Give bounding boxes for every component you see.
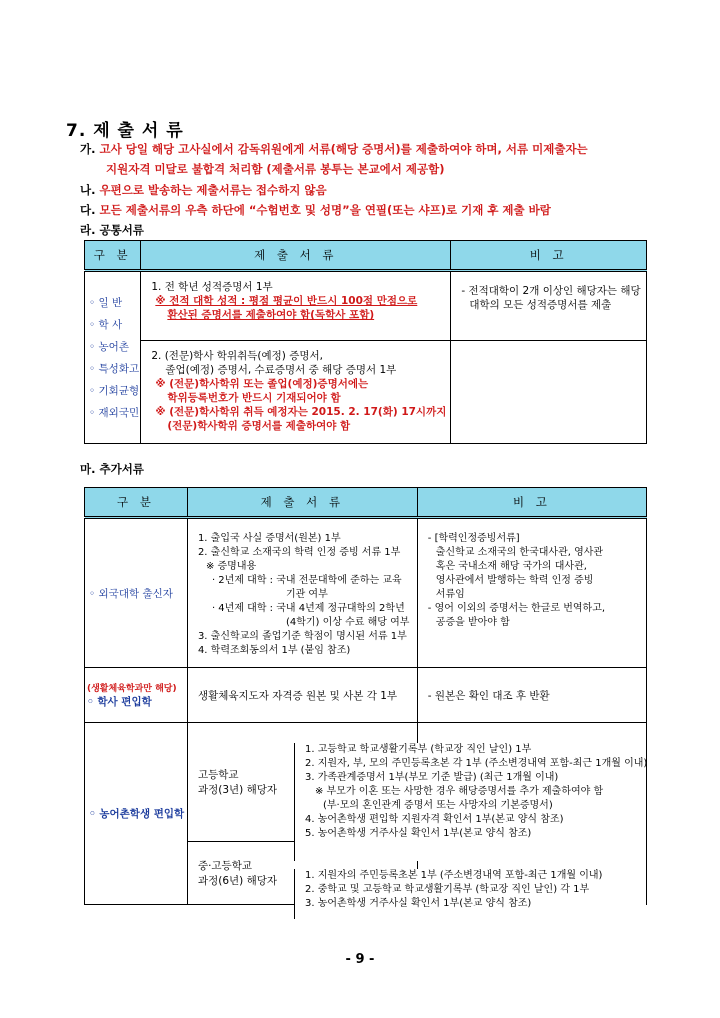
- rural-sub2-docs-cell: [294, 869, 646, 919]
- note-line: 출신학교 소재국의 한국대사관, 영사관: [435, 547, 604, 558]
- sports-doc: 생활체육지도자 자격증 원본 및 사본 각 1부: [187, 668, 417, 723]
- note-line: 공증을 받아야 함: [435, 617, 510, 628]
- header-documents: 제 출 서 류: [141, 241, 451, 271]
- doc-line: ※ 부모가 이혼 또는 사망한 경우 해당증명서를 추가 제출하여야 함: [315, 786, 604, 797]
- doc-line: ※ (전문)학사학위 또는 졸업(예정)증명서에는: [155, 378, 369, 390]
- transcript-cell: [141, 271, 451, 341]
- category-item: ◦ 일 반: [89, 296, 123, 309]
- note-line: 혹은 국내소재 해당 국가의 대사관,: [435, 561, 587, 572]
- sports-category-cell: [85, 668, 188, 723]
- doc-line: ※ 전적 대학 성적 : 평점 평균이 반드시 100점 만점으로: [155, 295, 418, 307]
- page-number: - 9 -: [345, 952, 375, 967]
- note-line: - 영어 이외의 증명서는 한글로 번역하고,: [427, 603, 606, 614]
- common-documents-table: [84, 240, 647, 444]
- note-line: 영사관에서 발행하는 학력 인정 증빙: [435, 575, 594, 586]
- note-line: 대학의 모든 성적증명서를 제출: [469, 299, 612, 311]
- doc-line: · 2년제 대학 : 국내 전문대학에 준하는 교육: [211, 575, 402, 586]
- item-da-marker: 다.: [80, 203, 96, 217]
- sports-category: ◦ 학사 편입학: [87, 696, 152, 708]
- category-list: [85, 271, 141, 444]
- doc-line: ※ (전문)학사학위 취득 예정자는 2015. 2. 17(화) 17시까지: [155, 406, 447, 418]
- item-da: [80, 202, 551, 218]
- table-row: [85, 668, 647, 723]
- table-header-row: [85, 488, 647, 518]
- category-item: ◦ 기회균형: [89, 384, 140, 397]
- sports-category-note: (생활체육학과만 해당): [87, 684, 177, 694]
- sports-note: - 원본은 확인 대조 후 반환: [417, 668, 646, 723]
- table-row: [85, 271, 647, 341]
- item-ga-marker: 가.: [80, 142, 96, 156]
- transcript-note-cell: [451, 271, 647, 341]
- item-ra: 라. 공통서류: [80, 223, 144, 237]
- table-row: [85, 341, 647, 444]
- item-da-text: 모든 제출서류의 우측 하단에 “수험번호 및 성명”을 연필(또는 샤프)로 기재 후 제출 바람: [99, 203, 551, 217]
- doc-line: 학위등록번호가 반드시 기재되어야 함: [167, 392, 341, 404]
- degree-cell: [141, 341, 451, 444]
- foreign-category: ◦ 외국대학 출신자: [85, 518, 188, 668]
- doc-line: 3. 가족관계증명서 1부(부모 기준 발급) (최근 1개월 이내): [305, 772, 559, 783]
- note-line: 서류임: [435, 589, 465, 600]
- rural-sub1-docs-cell: [294, 743, 646, 861]
- doc-line: (부·모의 혼인관계 증명서 또는 사망자의 기본증명서): [323, 800, 553, 811]
- degree-note-cell: [451, 341, 647, 444]
- doc-line: 환산된 증명서를 제출하여야 함(독학사 포함): [167, 309, 375, 321]
- header-notes: 비 고: [417, 488, 646, 518]
- header-documents: 제 출 서 류: [187, 488, 417, 518]
- doc-line: 기관 여부: [285, 589, 328, 600]
- table-row: [85, 518, 647, 668]
- doc-line: 1. 전 학년 성적증명서 1부: [151, 281, 273, 293]
- doc-line: 3. 출신학교의 졸업기준 학점이 명시된 서류 1부: [197, 631, 407, 642]
- doc-line: 2. (전문)학사 학위취득(예정) 증명서,: [151, 350, 323, 362]
- rural-sub1-label: 고등학교: [197, 769, 239, 781]
- note-line: - [학력인정증빙서류]: [427, 533, 520, 544]
- rural-category: ◦ 농어촌학생 편입학: [85, 723, 188, 905]
- doc-line: · 4년제 대학 : 국내 4년제 정규대학의 2학년: [211, 603, 405, 614]
- item-na-marker: 나.: [80, 183, 96, 197]
- category-item: ◦ 농어촌: [89, 340, 129, 353]
- item-na-text: 우편으로 발송하는 제출서류는 접수하지 않음: [99, 183, 327, 197]
- doc-line: 5. 농어촌학생 거주사실 확인서 1부(본교 양식 참조): [305, 828, 532, 839]
- item-ma: 마. 추가서류: [80, 462, 144, 476]
- category-item: ◦ 특성화고: [89, 362, 140, 375]
- item-ga-text1: 고사 당일 해당 고사실에서 감독위원에게 서류(해당 증명서)를 제출하여야 하며, 서류 미제출자는: [99, 142, 588, 156]
- table-header-row: [85, 241, 647, 271]
- doc-line: 1. 출입국 사실 증명서(원본) 1부: [197, 533, 341, 544]
- rural-sub2-label: 중·고등학교: [197, 860, 252, 872]
- foreign-notes-cell: [417, 518, 646, 668]
- doc-line: 졸업(예정) 증명서, 수료증명서 중 해당 증명서 1부: [165, 364, 397, 376]
- rural-sub2-label: 과정(6년) 해당자: [197, 875, 278, 887]
- doc-line: 2. 지원자, 부, 모의 주민등록초본 각 1부 (주소변경내역 포함-최근 1개월 이내): [305, 758, 648, 769]
- doc-line: 3. 농어촌학생 거주사실 확인서 1부(본교 양식 참조): [305, 898, 532, 909]
- doc-line: 2. 출신학교 소재국의 학력 인정 증빙 서류 1부: [197, 547, 401, 558]
- header-category: 구 분: [85, 241, 141, 271]
- header-notes: 비 고: [451, 241, 647, 271]
- doc-line: (4학기) 이상 수료 해당 여부: [285, 617, 410, 628]
- doc-line: 4. 농어촌학생 편입학 지원자격 확인서 1부(본교 양식 참조): [305, 814, 564, 825]
- foreign-docs-cell: [187, 518, 417, 668]
- doc-line: 2. 중학교 및 고등학교 학교생활기록부 (학교장 직인 날인) 각 1부: [305, 884, 590, 895]
- doc-line: 1. 고등학교 학교생활기록부 (학교장 직인 날인) 1부: [305, 744, 532, 755]
- doc-line: 1. 지원자의 주민등록초본 1부 (주소변경내역 포함-최근 1개월 이내): [305, 870, 603, 881]
- doc-line: 4. 학력조회동의서 1부 (붙임 참조): [197, 645, 351, 656]
- doc-line: ※ 증명내용: [205, 561, 257, 572]
- doc-line: (전문)학사학위 증명서를 제출하여야 함: [167, 420, 351, 432]
- header-category: 구 분: [85, 488, 188, 518]
- category-item: ◦ 학 사: [89, 318, 123, 331]
- item-ga-text2: 지원자격 미달로 불합격 처리함 (제출서류 봉투는 본교에서 제공함): [106, 162, 445, 176]
- note-line: - 전적대학이 2개 이상인 해당자는 해당: [461, 285, 641, 297]
- section-title: 7. 제 출 서 류: [66, 121, 184, 141]
- rural-sub1-label: 과정(3년) 해당자: [197, 784, 278, 796]
- item-na: [80, 182, 327, 198]
- category-item: ◦ 재외국민: [89, 406, 140, 419]
- item-ga-line1: [80, 141, 588, 157]
